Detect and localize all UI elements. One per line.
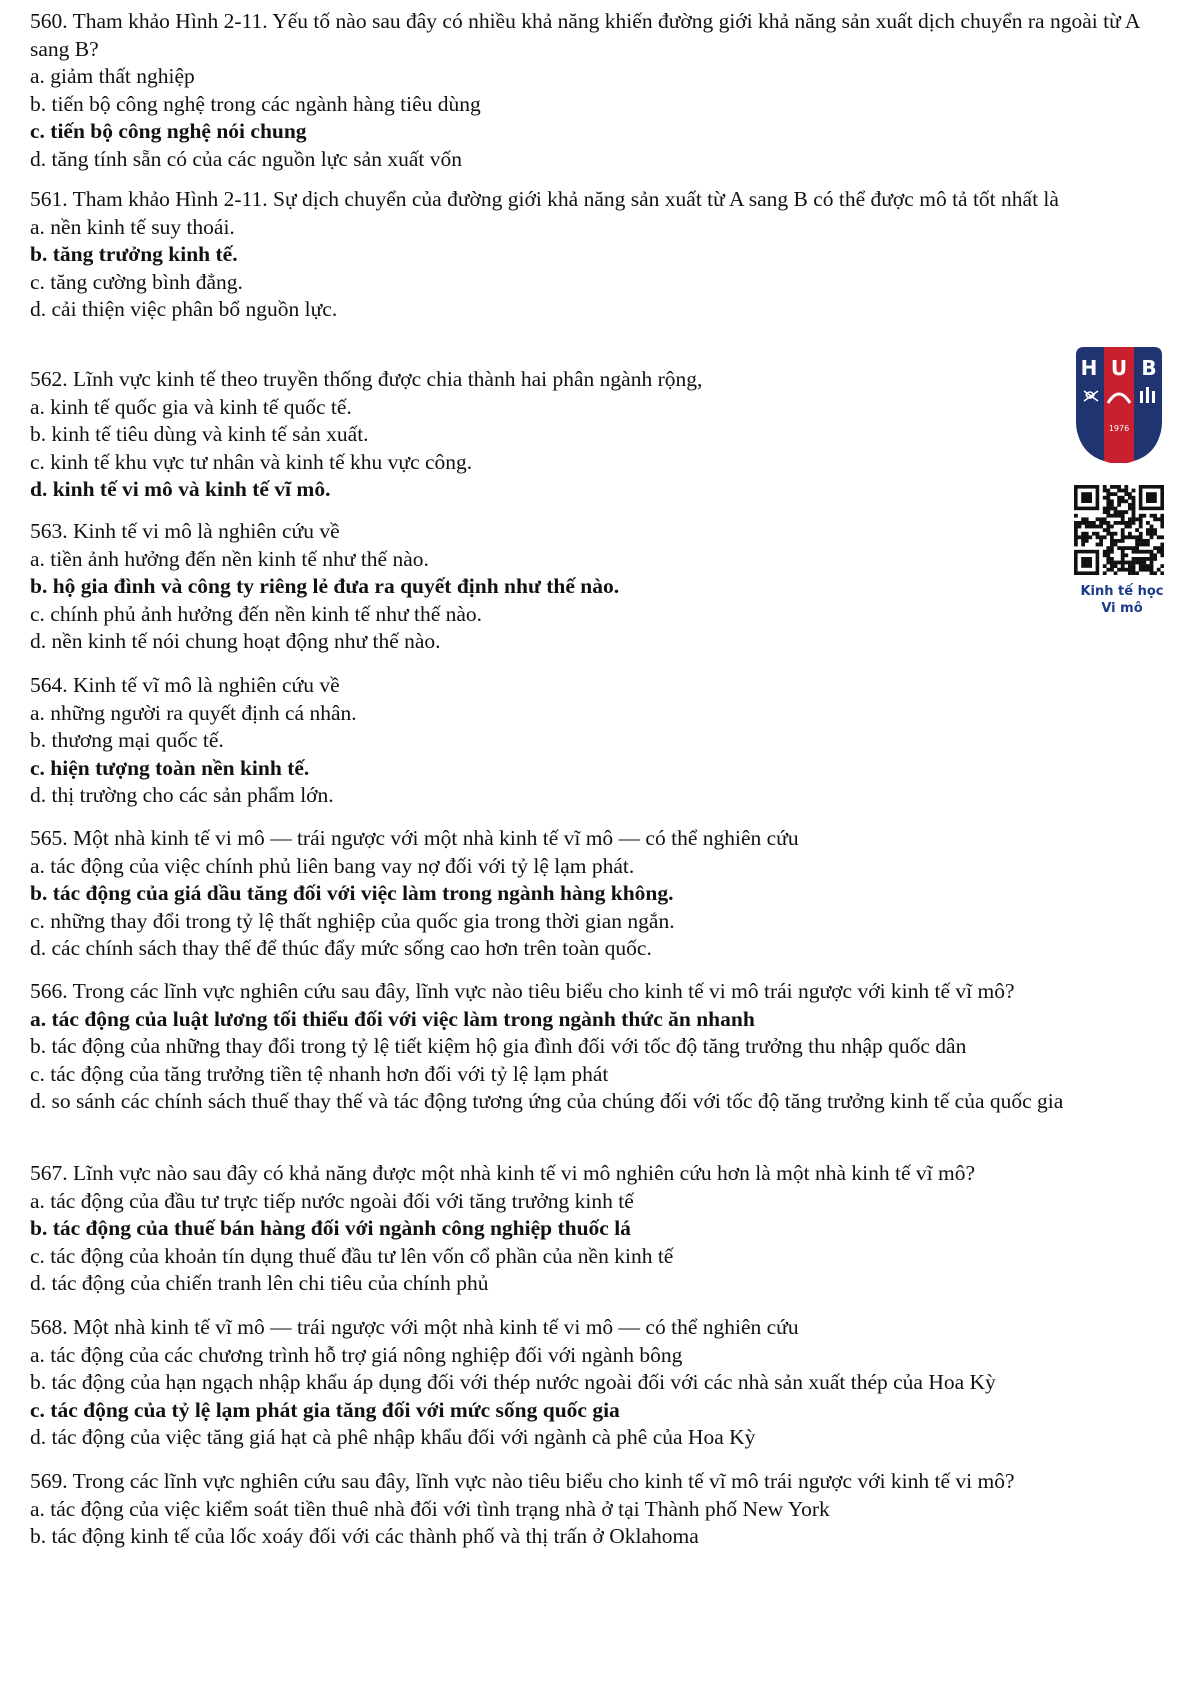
logo-caption bbox=[1062, 583, 1182, 617]
option-c: c. tăng cường bình đẳng. bbox=[30, 269, 243, 294]
option-a: a. những người ra quyết định cá nhân. bbox=[30, 700, 357, 725]
option-a: a. tiền ảnh hưởng đến nền kinh tế như thế nào. bbox=[30, 546, 429, 571]
option-a: a. tác động của đầu tư trực tiếp nước ngoài đối với tăng trưởng kinh tế bbox=[30, 1188, 634, 1213]
question-stem: 566. Trong các lĩnh vực nghiên cứu sau đây, lĩnh vực nào tiêu biểu cho kinh tế vi mô trái ngược với kinh tế vĩ mô? bbox=[30, 979, 1015, 1003]
option-a: a. nền kinh tế suy thoái. bbox=[30, 214, 235, 239]
logo-letter-u: U bbox=[1110, 356, 1128, 380]
hub-logo-block bbox=[1068, 345, 1188, 620]
option-d: d. tác động của chiến tranh lên chi tiêu của chính phủ bbox=[30, 1271, 489, 1295]
question-stem: 565. Một nhà kinh tế vi mô — trái ngược với một nhà kinh tế vĩ mô — có thể nghiên cứu bbox=[30, 826, 799, 850]
option-c-answer: c. tác động của tỷ lệ lạm phát gia tăng đối với mức sống quốc gia bbox=[30, 1397, 620, 1422]
question-stem: 563. Kinh tế vi mô là nghiên cứu về bbox=[30, 519, 340, 543]
option-c: c. tác động của tăng trưởng tiền tệ nhanh hơn đối với tỷ lệ lạm phát bbox=[30, 1061, 609, 1086]
option-b: b. tiến bộ công nghệ trong các ngành hàng tiêu dùng bbox=[30, 91, 481, 116]
logo-letter-b: B bbox=[1141, 356, 1157, 380]
option-d-answer: d. kinh tế vi mô và kinh tế vĩ mô. bbox=[30, 477, 331, 501]
option-d: d. so sánh các chính sách thuế thay thế và tác động tương ứng của chúng đối với tốc độ tăng trưởng kinh tế của quốc gia bbox=[30, 1089, 1064, 1113]
question-stem: 569. Trong các lĩnh vực nghiên cứu sau đây, lĩnh vực nào tiêu biểu cho kinh tế vĩ mô trái ngược với kinh tế vi mô? bbox=[30, 1469, 1015, 1493]
option-a: a. tác động của việc kiểm soát tiền thuê nhà đối với tình trạng nhà ở tại Thành phố New York bbox=[30, 1496, 830, 1521]
question-568 bbox=[30, 1314, 1165, 1452]
qr-code bbox=[1074, 485, 1164, 575]
question-stem: 560. Tham khảo Hình 2-11. Yếu tố nào sau đây có nhiều khả năng khiến đường giới khả năng sản xuất dịch chuyển ra ngoài từ A sang B? bbox=[30, 9, 1140, 61]
question-stem: 562. Lĩnh vực kinh tế theo truyền thống được chia thành hai phân ngành rộng, bbox=[30, 367, 703, 391]
question-563 bbox=[30, 518, 1050, 656]
question-565 bbox=[30, 825, 1165, 963]
option-b: b. tác động của những thay đổi trong tỷ lệ tiết kiệm hộ gia đình đối với tốc độ tăng trưởng thu nhập quốc dân bbox=[30, 1034, 967, 1058]
question-567 bbox=[30, 1160, 1165, 1298]
option-c-answer: c. tiến bộ công nghệ nói chung bbox=[30, 119, 307, 143]
option-a: a. kinh tế quốc gia và kinh tế quốc tế. bbox=[30, 394, 352, 419]
question-stem: 561. Tham khảo Hình 2-11. Sự dịch chuyển của đường giới khả năng sản xuất từ A sang B có thể được mô tả tốt nhất là bbox=[30, 187, 1059, 211]
option-a-answer: a. tác động của luật lương tối thiểu đối với việc làm trong ngành thức ăn nhanh bbox=[30, 1006, 755, 1031]
option-a: a. tác động của các chương trình hỗ trợ giá nông nghiệp đối với ngành bông bbox=[30, 1342, 683, 1367]
option-b-answer: b. tác động của giá dầu tăng đối với việc làm trong ngành hàng không. bbox=[30, 881, 674, 905]
question-564 bbox=[30, 672, 1165, 810]
option-b: b. tác động kinh tế của lốc xoáy đối với các thành phố và thị trấn ở Oklahoma bbox=[30, 1524, 699, 1548]
option-c: c. kinh tế khu vực tư nhân và kinh tế khu vực công. bbox=[30, 449, 473, 474]
option-c-answer: c. hiện tượng toàn nền kinh tế. bbox=[30, 755, 310, 780]
logo-letter-h: H bbox=[1080, 356, 1098, 380]
caption-line-1: Kinh tế học bbox=[1080, 584, 1164, 599]
question-562 bbox=[30, 366, 1050, 504]
option-b-answer: b. hộ gia đình và công ty riêng lẻ đưa ra quyết định như thế nào. bbox=[30, 574, 620, 598]
hub-shield-logo bbox=[1072, 345, 1166, 463]
option-d: d. tác động của việc tăng giá hạt cà phê nhập khẩu đối với ngành cà phê của Hoa Kỳ bbox=[30, 1425, 756, 1449]
option-d: d. các chính sách thay thế để thúc đẩy mức sống cao hơn trên toàn quốc. bbox=[30, 936, 652, 960]
option-a: a. tác động của việc chính phủ liên bang vay nợ đối với tỷ lệ lạm phát. bbox=[30, 853, 635, 878]
option-c: c. tác động của khoản tín dụng thuế đầu tư lên vốn cổ phần của nền kinh tế bbox=[30, 1243, 674, 1268]
caption-line-2: Vi mô bbox=[1101, 601, 1143, 616]
question-569 bbox=[30, 1468, 1165, 1551]
question-566 bbox=[30, 978, 1165, 1116]
option-c: c. chính phủ ảnh hưởng đến nền kinh tế như thế nào. bbox=[30, 601, 483, 626]
question-561 bbox=[30, 186, 1165, 324]
question-stem: 567. Lĩnh vực nào sau đây có khả năng được một nhà kinh tế vi mô nghiên cứu hơn là một nhà kinh tế vĩ mô? bbox=[30, 1161, 975, 1185]
option-d: d. nền kinh tế nói chung hoạt động như thế nào. bbox=[30, 629, 441, 653]
question-stem: 564. Kinh tế vĩ mô là nghiên cứu về bbox=[30, 673, 340, 697]
option-b: b. kinh tế tiêu dùng và kinh tế sản xuất. bbox=[30, 422, 369, 446]
question-560 bbox=[30, 8, 1165, 173]
question-stem: 568. Một nhà kinh tế vĩ mô — trái ngược với một nhà kinh tế vi mô — có thể nghiên cứu bbox=[30, 1315, 799, 1339]
option-b-answer: b. tác động của thuế bán hàng đối với ngành công nghiệp thuốc lá bbox=[30, 1216, 631, 1240]
option-d: d. thị trường cho các sản phẩm lớn. bbox=[30, 783, 334, 807]
option-b-answer: b. tăng trưởng kinh tế. bbox=[30, 242, 238, 266]
option-d: d. cải thiện việc phân bổ nguồn lực. bbox=[30, 297, 338, 321]
option-b: b. thương mại quốc tế. bbox=[30, 728, 224, 752]
logo-year: 1976 bbox=[1108, 424, 1130, 433]
option-b: b. tác động của hạn ngạch nhập khẩu áp dụng đối với thép nước ngoài đối với các nhà sản xuất thép của Hoa Kỳ bbox=[30, 1370, 996, 1394]
option-d: d. tăng tính sẵn có của các nguồn lực sản xuất vốn bbox=[30, 146, 462, 171]
option-c: c. những thay đổi trong tỷ lệ thất nghiệp của quốc gia trong thời gian ngắn. bbox=[30, 908, 675, 933]
option-a: a. giảm thất nghiệp bbox=[30, 64, 195, 88]
